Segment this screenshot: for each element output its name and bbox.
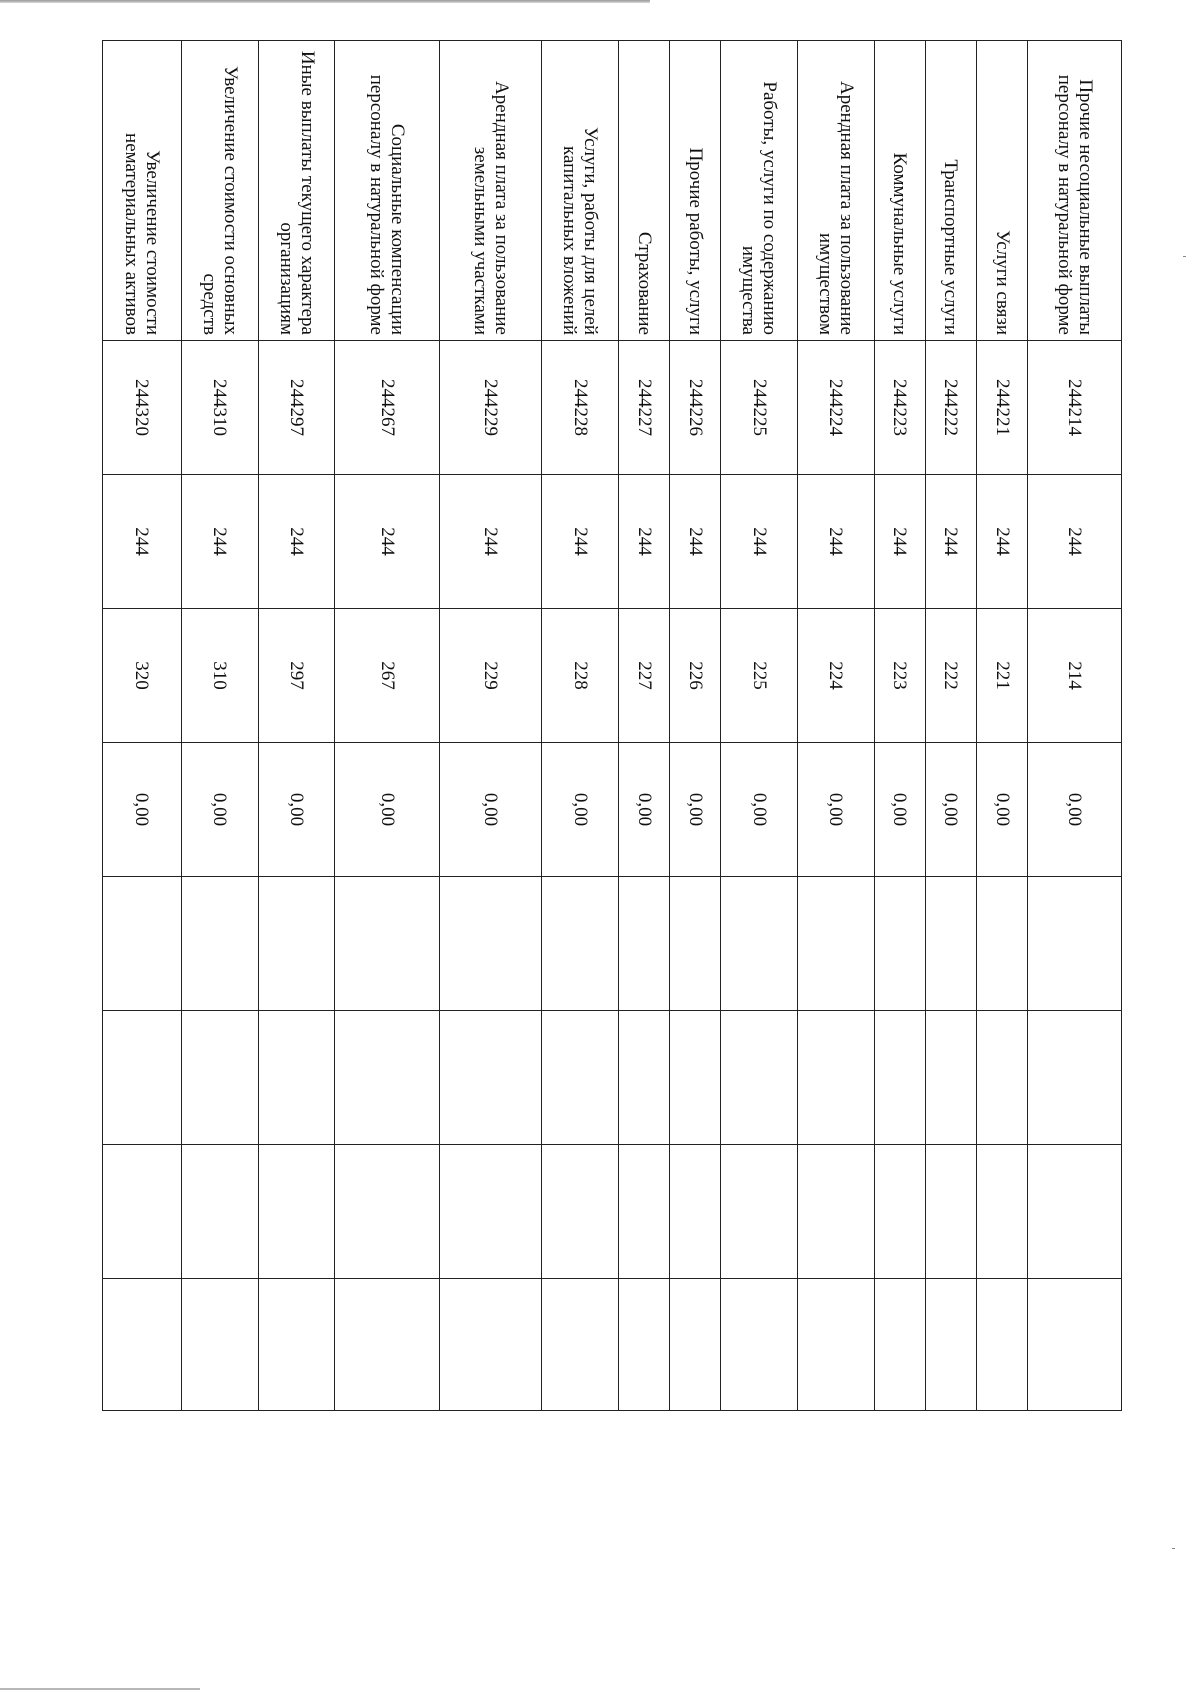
table-row xyxy=(670,41,721,1411)
row-amount-cell: 0,00 xyxy=(798,743,875,877)
empty-cell xyxy=(258,877,335,1011)
empty-cell xyxy=(874,1145,925,1279)
row-kvr-cell: 244 xyxy=(618,475,669,609)
empty-cell xyxy=(439,877,541,1011)
row-name-cell: Услуги связи xyxy=(977,41,1028,341)
row-code-cell: 244222 xyxy=(925,341,976,475)
empty-cell xyxy=(335,1145,439,1279)
empty-cell xyxy=(618,1011,669,1145)
empty-cell xyxy=(542,1279,619,1411)
empty-cell xyxy=(977,1145,1028,1279)
row-code-cell: 244267 xyxy=(335,341,439,475)
row-amount-cell: 0,00 xyxy=(181,743,258,877)
empty-cell xyxy=(103,877,182,1011)
empty-cell xyxy=(798,1279,875,1411)
row-code-cell: 244320 xyxy=(103,341,182,475)
row-kosgu-cell: 224 xyxy=(798,609,875,743)
empty-cell xyxy=(335,1279,439,1411)
row-name-cell: Арендная плата за пользование земельными участками xyxy=(439,41,541,341)
row-code-cell: 244229 xyxy=(439,341,541,475)
row-kvr-cell: 244 xyxy=(439,475,541,609)
row-amount-cell: 0,00 xyxy=(977,743,1028,877)
empty-cell xyxy=(977,877,1028,1011)
scan-speck xyxy=(1183,256,1186,257)
row-name-cell: Увеличение стоимости нематериальных активов xyxy=(103,41,182,341)
row-kvr-cell: 244 xyxy=(798,475,875,609)
row-name-cell: Коммунальные услуги xyxy=(874,41,925,341)
table-row xyxy=(542,41,619,1411)
row-amount-cell: 0,00 xyxy=(874,743,925,877)
empty-cell xyxy=(670,1145,721,1279)
empty-cell xyxy=(721,1011,798,1145)
row-amount-cell: 0,00 xyxy=(439,743,541,877)
row-amount-cell: 0,00 xyxy=(258,743,335,877)
empty-cell xyxy=(1028,1145,1122,1279)
scan-speck xyxy=(1172,1548,1175,1549)
empty-cell xyxy=(542,1011,619,1145)
row-name-cell: Прочие работы, услуги xyxy=(670,41,721,341)
empty-cell xyxy=(258,1145,335,1279)
row-name-cell: Увеличение стоимости основных средств xyxy=(181,41,258,341)
row-name-cell: Арендная плата за пользование имуществом xyxy=(798,41,875,341)
row-name-cell: Иные выплаты текущего характера организациям xyxy=(258,41,335,341)
empty-cell xyxy=(925,1279,976,1411)
row-name-cell: Работы, услуги по содержанию имущества xyxy=(721,41,798,341)
empty-cell xyxy=(181,1279,258,1411)
empty-cell xyxy=(181,1011,258,1145)
empty-cell xyxy=(103,1145,182,1279)
empty-cell xyxy=(335,877,439,1011)
table-row xyxy=(874,41,925,1411)
empty-cell xyxy=(721,1279,798,1411)
empty-cell xyxy=(103,1011,182,1145)
row-kvr-cell: 244 xyxy=(874,475,925,609)
row-code-cell: 244310 xyxy=(181,341,258,475)
empty-cell xyxy=(798,1145,875,1279)
empty-cell xyxy=(439,1011,541,1145)
row-kvr-cell: 244 xyxy=(258,475,335,609)
row-kosgu-cell: 228 xyxy=(542,609,619,743)
table-body xyxy=(103,41,1122,1411)
empty-cell xyxy=(439,1145,541,1279)
scan-edge-top xyxy=(0,0,650,3)
row-kosgu-cell: 222 xyxy=(925,609,976,743)
row-code-cell: 244225 xyxy=(721,341,798,475)
row-name-cell: Страхование xyxy=(618,41,669,341)
table-row xyxy=(335,41,439,1411)
row-kosgu-cell: 226 xyxy=(670,609,721,743)
row-kosgu-cell: 223 xyxy=(874,609,925,743)
empty-cell xyxy=(925,1145,976,1279)
row-kvr-cell: 244 xyxy=(977,475,1028,609)
row-kosgu-cell: 320 xyxy=(103,609,182,743)
rotated-page xyxy=(102,40,1122,1410)
empty-cell xyxy=(103,1279,182,1411)
row-code-cell: 244227 xyxy=(618,341,669,475)
scan-edge-bottom xyxy=(0,1688,200,1690)
row-amount-cell: 0,00 xyxy=(721,743,798,877)
empty-cell xyxy=(977,1011,1028,1145)
empty-cell xyxy=(925,1011,976,1145)
empty-cell xyxy=(670,1279,721,1411)
empty-cell xyxy=(1028,1279,1122,1411)
empty-cell xyxy=(181,1145,258,1279)
empty-cell xyxy=(181,877,258,1011)
row-kvr-cell: 244 xyxy=(181,475,258,609)
empty-cell xyxy=(618,1279,669,1411)
table-row xyxy=(798,41,875,1411)
empty-cell xyxy=(1028,877,1122,1011)
empty-cell xyxy=(542,1145,619,1279)
row-kosgu-cell: 229 xyxy=(439,609,541,743)
empty-cell xyxy=(618,877,669,1011)
row-code-cell: 244224 xyxy=(798,341,875,475)
empty-cell xyxy=(874,1279,925,1411)
table-row xyxy=(721,41,798,1411)
row-amount-cell: 0,00 xyxy=(103,743,182,877)
row-name-cell: Прочие несоциальные выплаты персоналу в натуральной форме xyxy=(1028,41,1122,341)
row-kvr-cell: 244 xyxy=(670,475,721,609)
table-row xyxy=(258,41,335,1411)
row-kosgu-cell: 214 xyxy=(1028,609,1122,743)
row-code-cell: 244228 xyxy=(542,341,619,475)
row-kvr-cell: 244 xyxy=(335,475,439,609)
row-amount-cell: 0,00 xyxy=(925,743,976,877)
expenses-table xyxy=(102,40,1122,1411)
row-kosgu-cell: 267 xyxy=(335,609,439,743)
row-kosgu-cell: 297 xyxy=(258,609,335,743)
empty-cell xyxy=(670,1011,721,1145)
row-name-cell: Социальные компенсации персоналу в натуральной форме xyxy=(335,41,439,341)
row-kosgu-cell: 227 xyxy=(618,609,669,743)
empty-cell xyxy=(874,877,925,1011)
empty-cell xyxy=(335,1011,439,1145)
empty-cell xyxy=(618,1145,669,1279)
empty-cell xyxy=(721,1145,798,1279)
table-row xyxy=(1028,41,1122,1411)
row-amount-cell: 0,00 xyxy=(618,743,669,877)
empty-cell xyxy=(798,877,875,1011)
table-row xyxy=(618,41,669,1411)
table-row xyxy=(181,41,258,1411)
row-kosgu-cell: 310 xyxy=(181,609,258,743)
empty-cell xyxy=(670,877,721,1011)
empty-cell xyxy=(874,1011,925,1145)
table-row xyxy=(925,41,976,1411)
table-row xyxy=(439,41,541,1411)
empty-cell xyxy=(542,877,619,1011)
table-row xyxy=(103,41,182,1411)
empty-cell xyxy=(1028,1011,1122,1145)
empty-cell xyxy=(798,1011,875,1145)
table-row xyxy=(977,41,1028,1411)
empty-cell xyxy=(439,1279,541,1411)
row-kvr-cell: 244 xyxy=(721,475,798,609)
empty-cell xyxy=(721,877,798,1011)
row-amount-cell: 0,00 xyxy=(335,743,439,877)
row-kosgu-cell: 221 xyxy=(977,609,1028,743)
row-name-cell: Услуги, работы для целей капитальных вложений xyxy=(542,41,619,341)
row-kvr-cell: 244 xyxy=(1028,475,1122,609)
row-code-cell: 244223 xyxy=(874,341,925,475)
empty-cell xyxy=(258,1279,335,1411)
row-code-cell: 244297 xyxy=(258,341,335,475)
empty-cell xyxy=(258,1011,335,1145)
row-code-cell: 244221 xyxy=(977,341,1028,475)
row-amount-cell: 0,00 xyxy=(542,743,619,877)
row-code-cell: 244214 xyxy=(1028,341,1122,475)
row-name-cell: Транспортные услуги xyxy=(925,41,976,341)
row-kvr-cell: 244 xyxy=(542,475,619,609)
empty-cell xyxy=(925,877,976,1011)
row-amount-cell: 0,00 xyxy=(1028,743,1122,877)
row-kvr-cell: 244 xyxy=(925,475,976,609)
row-kosgu-cell: 225 xyxy=(721,609,798,743)
empty-cell xyxy=(977,1279,1028,1411)
row-kvr-cell: 244 xyxy=(103,475,182,609)
row-amount-cell: 0,00 xyxy=(670,743,721,877)
row-code-cell: 244226 xyxy=(670,341,721,475)
